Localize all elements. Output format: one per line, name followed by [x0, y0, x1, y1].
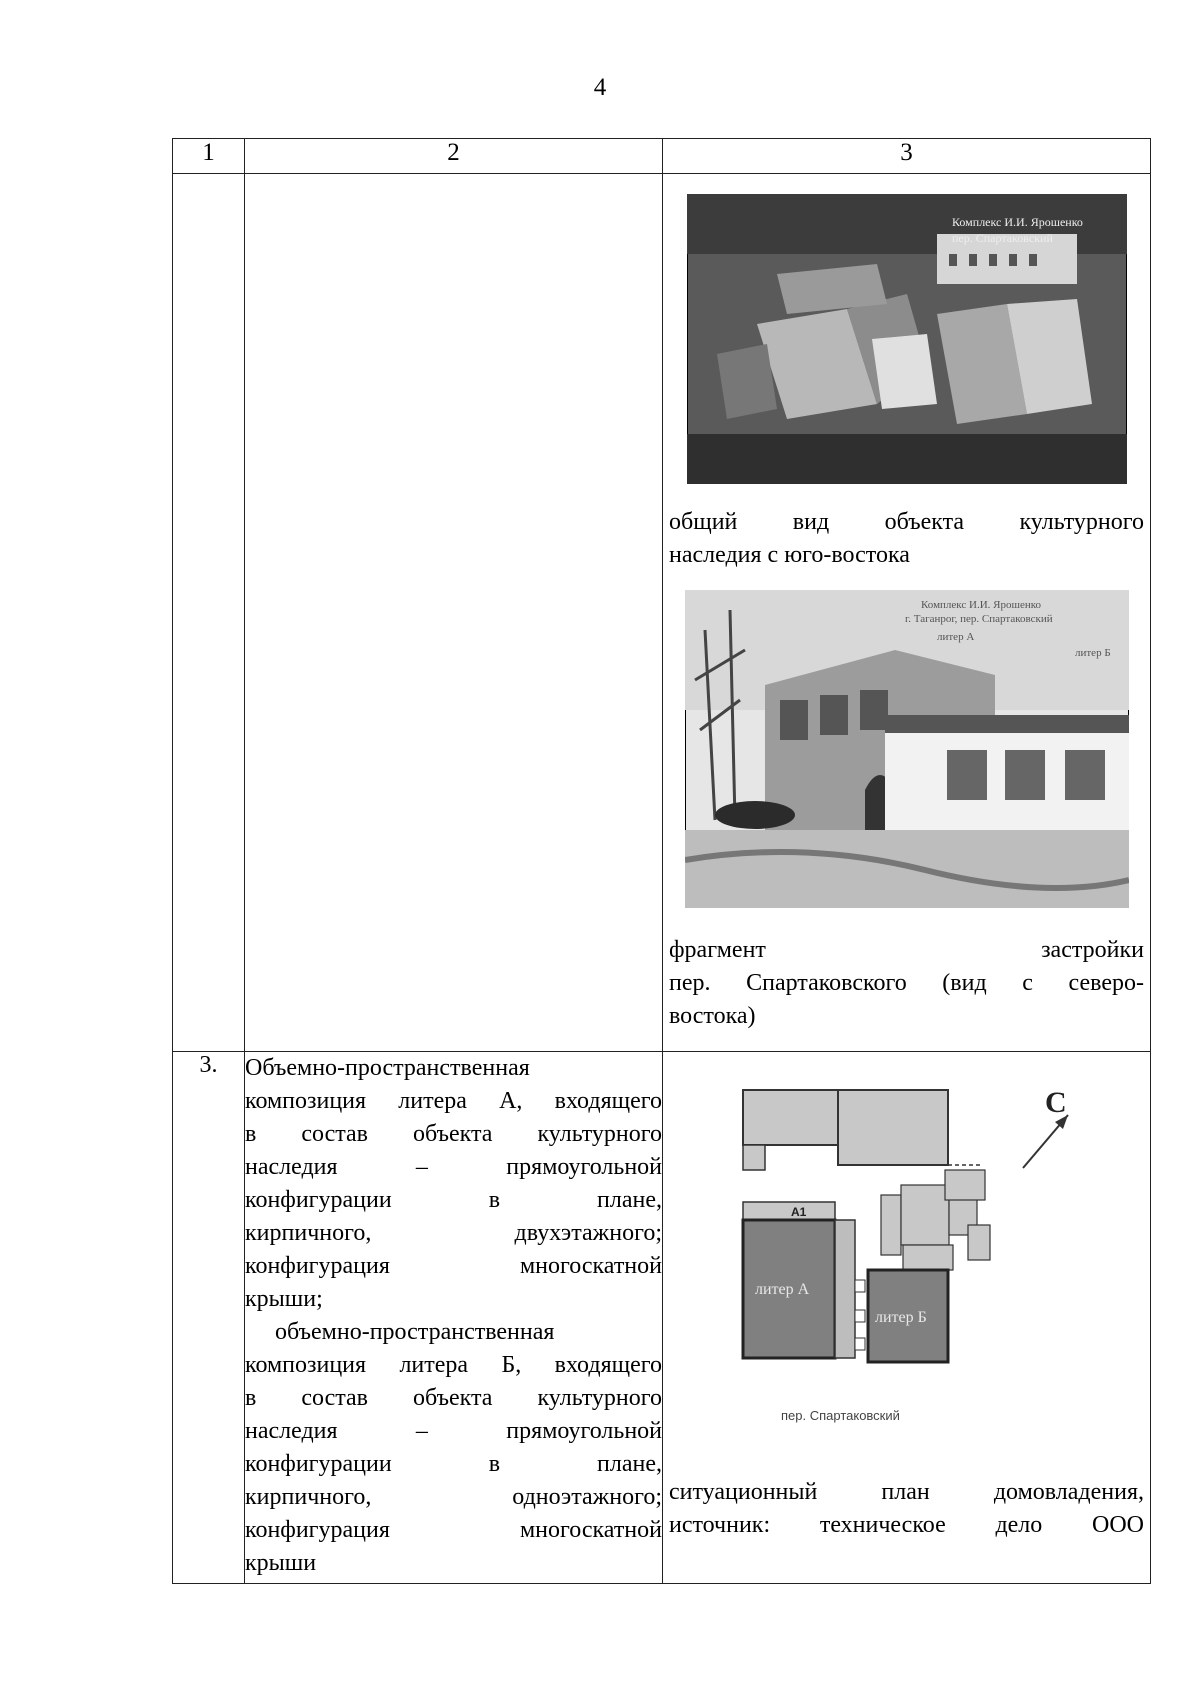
aerial-photo	[687, 194, 1127, 484]
plan-label-a1: А1	[791, 1205, 807, 1219]
description-line: крыши;	[245, 1286, 323, 1312]
description-line: кирпичного, одноэтажного;	[245, 1484, 662, 1510]
description-line: композиция литера Б, входящего	[245, 1352, 662, 1378]
description-line: Объемно-пространственная	[245, 1055, 530, 1081]
street-photo-label-b: литер Б	[1074, 647, 1111, 659]
description-line: крыши	[245, 1550, 317, 1576]
street-photo-overlay-1: Комплекс И.И. Ярошенко	[920, 599, 1041, 611]
table-row-3	[173, 1052, 1151, 1584]
description-line: композиция литера А, входящего	[245, 1088, 662, 1114]
description-line: в состав объекта культурного	[245, 1121, 662, 1147]
table-row-continuation	[173, 174, 1151, 1052]
description-line: в состав объекта культурного	[245, 1385, 662, 1411]
aerial-photo-caption: общий вид объекта культурного наследия с юго-востока	[669, 509, 1144, 568]
description-line: наследия – прямоугольной	[245, 1418, 662, 1444]
north-label: С	[1045, 1086, 1067, 1119]
empty-description-cell	[245, 174, 663, 1052]
page-number: 4	[593, 74, 607, 101]
site-plan	[723, 1070, 1103, 1460]
description-line: объемно-пространственная	[275, 1319, 555, 1345]
plan-street-label: пер. Спартаковский	[781, 1408, 900, 1423]
street-photo	[685, 590, 1129, 908]
plan-label-a: литер А	[755, 1281, 810, 1298]
row-number: 3.	[173, 1052, 245, 1584]
photo-cell	[663, 174, 1151, 1052]
empty-number-cell	[173, 174, 245, 1052]
heritage-table	[172, 138, 1151, 1584]
description-line: кирпичного, двухэтажного;	[245, 1220, 662, 1246]
header-col-2: 2	[245, 139, 663, 174]
plan-caption: ситуационный план домовладения, источник: техническое дело ООО	[669, 1479, 1144, 1538]
description-cell	[245, 1052, 663, 1584]
aerial-photo-overlay-2: пер. Спартаковский	[951, 231, 1053, 245]
aerial-photo-overlay-1: Комплекс И.И. Ярошенко	[951, 215, 1083, 229]
plan-cell	[663, 1052, 1151, 1584]
description-line: конфигурации в плане,	[245, 1187, 662, 1213]
table-header-row	[173, 139, 1151, 174]
description-line: конфигурации в плане,	[245, 1451, 662, 1477]
description-line: наследия – прямоугольной	[245, 1154, 662, 1180]
plan-label-b: литер Б	[875, 1309, 927, 1326]
street-photo-label-a: литер А	[936, 631, 974, 643]
header-col-3: 3	[663, 139, 1151, 174]
street-photo-overlay-2: г. Таганрог, пер. Спартаковский	[904, 613, 1053, 625]
header-col-1: 1	[173, 139, 245, 174]
description-line: конфигурация многоскатной	[245, 1253, 662, 1279]
street-photo-caption: фрагмент застройки пер. Спартаковского (вид с северо- востока)	[669, 937, 1144, 1029]
description-line: конфигурация многоскатной	[245, 1517, 662, 1543]
